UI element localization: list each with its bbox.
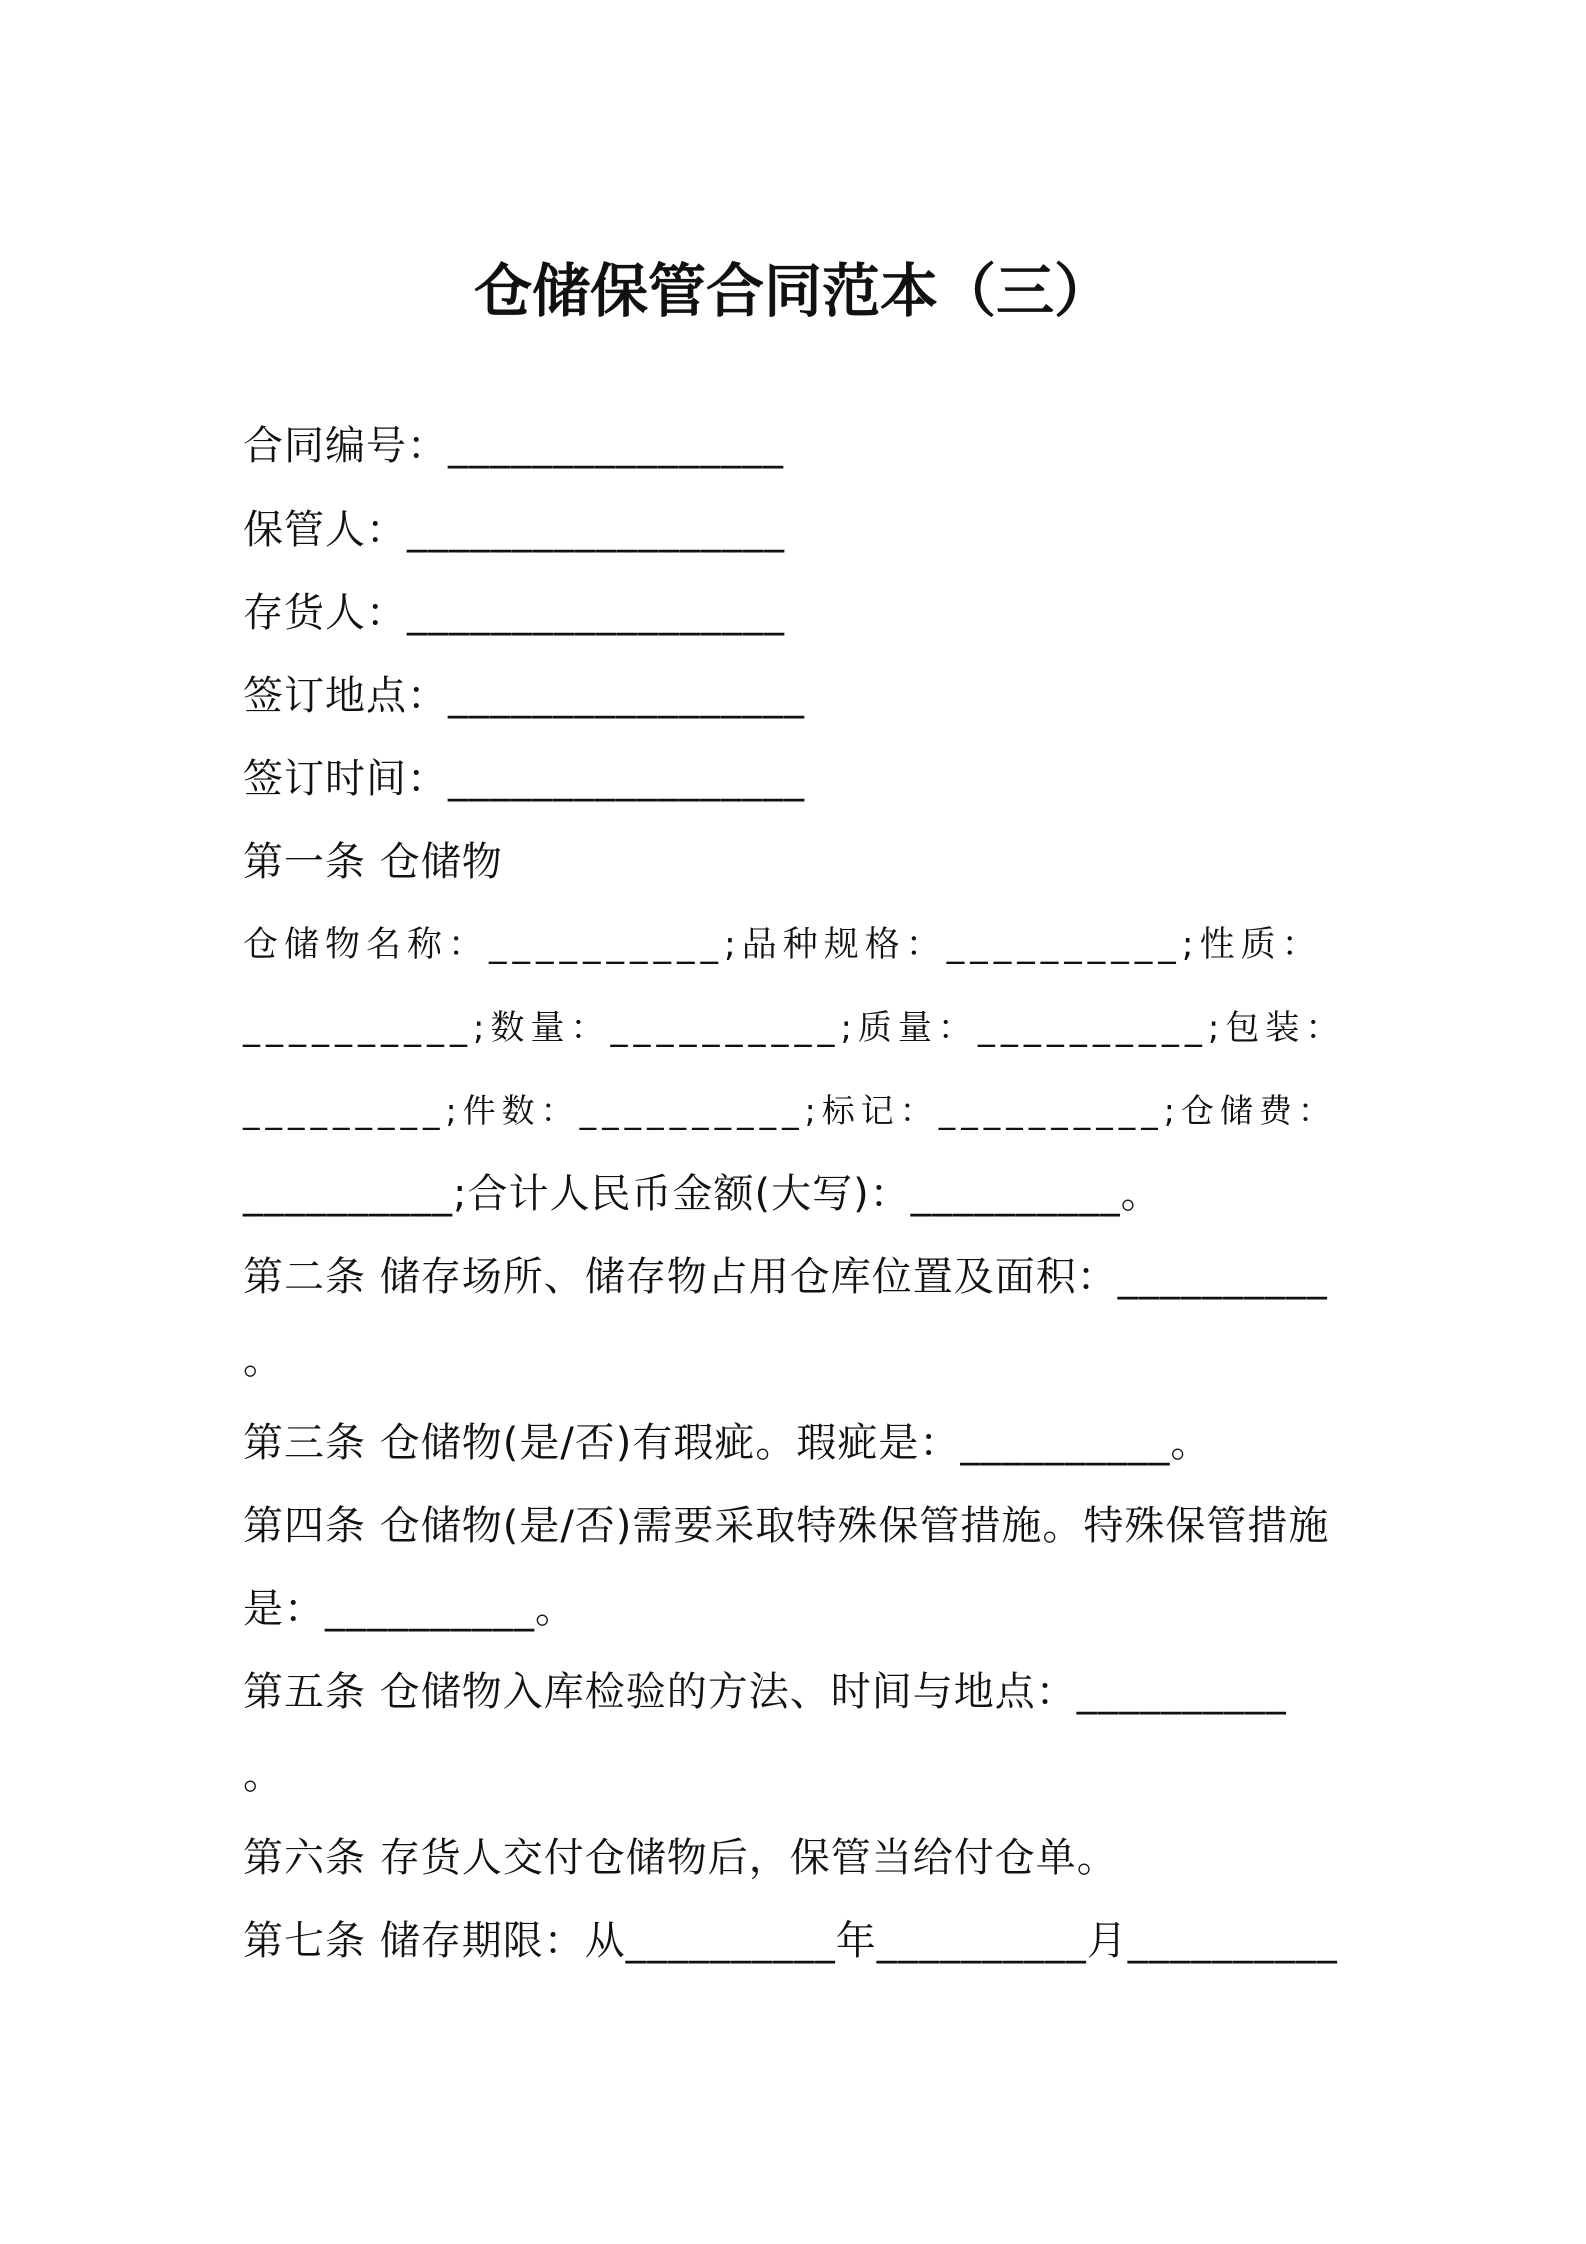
article-3-line: 第三条 仓储物(是/否)有瑕疵。瑕疵是：__________。 — [243, 1420, 1212, 1466]
article-4-line-1: 第四条 仓储物(是/否)需要采取特殊保管措施。特殊保管措施 — [243, 1503, 1330, 1549]
article-2-line-1: 第二条 储存场所、储存物占用仓库位置及面积：__________ — [243, 1254, 1328, 1300]
article-6-line: 第六条 存货人交付仓储物后，保管当给付仓单。 — [243, 1835, 1118, 1881]
article-7-line: 第七条 储存期限：从__________年__________月__________ — [243, 1918, 1338, 1964]
article-5-line-2: 。 — [243, 1752, 284, 1798]
custodian-line: 保管人：__________________ — [243, 507, 785, 553]
document-title: 仓储保管合同范本（三） — [473, 257, 1112, 325]
article-2-line-2: 。 — [243, 1337, 284, 1383]
article-4-line-2: 是：__________。 — [243, 1586, 576, 1632]
article-1-line-4: __________;合计人民币金额(大写)：__________。 — [243, 1171, 1162, 1217]
article-1-line-3: _________;件数：__________;标记：__________;仓储费： — [243, 1091, 1337, 1130]
article-1-line-2: __________;数量：__________;质量：__________;包装： — [243, 1008, 1346, 1048]
contract-number-line: 合同编号：________________ — [243, 423, 784, 469]
depositor-line: 存货人：__________________ — [243, 590, 785, 636]
signing-time-line: 签订时间：_________________ — [243, 756, 805, 802]
article-5-line-1: 第五条 仓储物入库检验的方法、时间与地点：__________ — [243, 1669, 1287, 1715]
signing-place-line: 签订地点：_________________ — [243, 673, 805, 719]
article-1-line-1: 仓储物名称：__________;品种规格：__________;性质： — [243, 925, 1323, 965]
article-1-heading: 第一条 仓储物 — [243, 839, 503, 885]
